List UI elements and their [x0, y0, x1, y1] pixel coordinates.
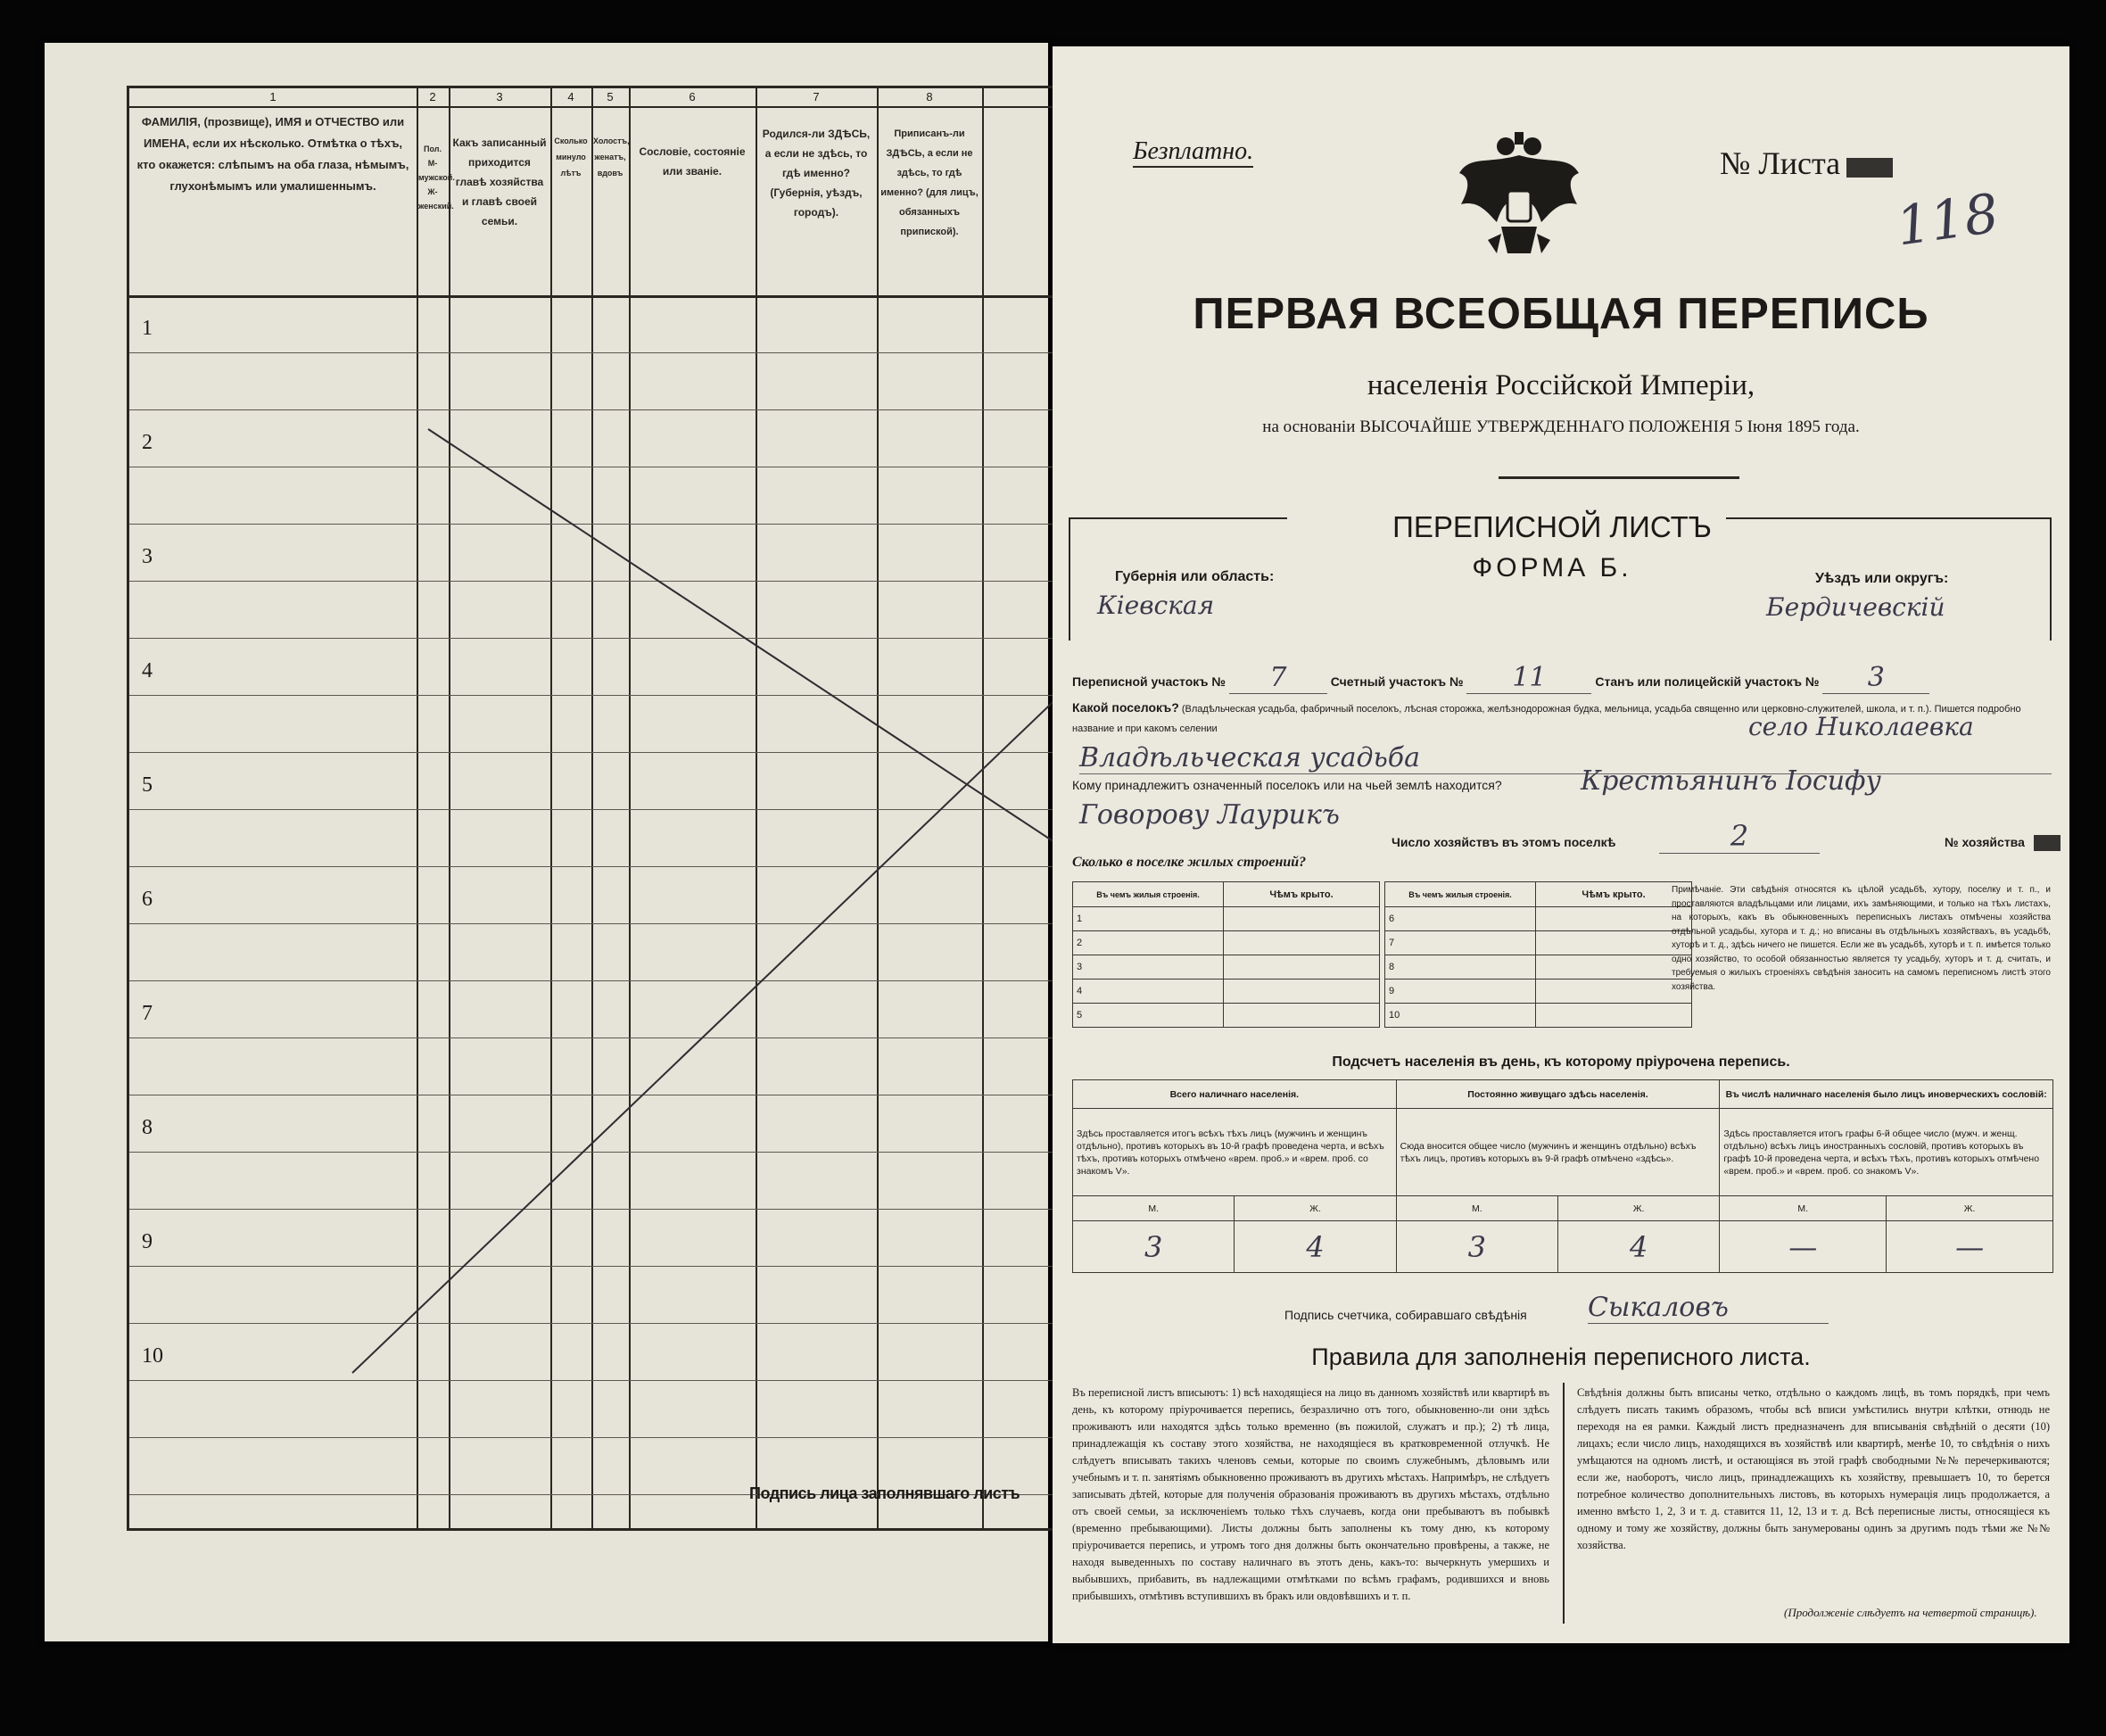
column-header-age: Сколько минуло лѣтъ [554, 136, 588, 178]
owner-value-1: Крестьянинъ Іосифу [1581, 765, 1881, 797]
buildings-table-right [1384, 881, 1692, 1028]
buildings-row: 10 [1385, 1004, 1536, 1028]
gender-female: Ж. [1887, 1196, 2053, 1221]
column-number: 7 [813, 90, 820, 103]
page-subtitle: населенія Россійской Имперіи, [1367, 369, 1755, 401]
row-number: 7 [142, 1002, 153, 1025]
count-value: 11 [1466, 662, 1591, 694]
gender-female: Ж. [1235, 1196, 1396, 1221]
buildings-row: 7 [1385, 931, 1536, 955]
rules-right-column: Свѣдѣнія должны быть вписаны четко, отдѣльно о каждомъ лицѣ, въ томъ порядкѣ, при чемъ слѣдуетъ писать такимъ образомъ, чтобы всѣ вписи умѣстились внутри клѣтки, отнюдь не переходя на ея рамки. Каждый листъ предназначенъ для вписыванія свѣдѣній о десяти (10) лицахъ; если число лицъ, находящихся въ хозяйствѣ или квартирѣ, менѣе 10, то свѣдѣнія о нихъ умѣщаются на одномъ листѣ, и остающіяся въ этой графѣ свободными №№ перечеркиваются; если же, наоборотъ, число лицъ, принадлежащихъ къ хозяйству, превышаетъ 10, то берется потребное количество дополнительныхъ листовъ, въ которыхъ нумерація лицъ продолжается, а именно вмѣсто 1, 2, 3 и т. д. ставится 11, 12, 13 и т. д. Всѣ переписные листы, относящіеся къ одному и тому же хозяйству, должны быть занумерованы одинъ за другимъ подъ тѣми же №№ хозяйства. [1577, 1386, 2050, 1551]
settlement-label: Какой поселокъ? [1072, 700, 1179, 715]
column-header-name: ФАМИЛІЯ, (прозвище), ИМЯ и ОТЧЕСТВО или ИМЕНА, если их нѣсколько. Отмѣтка о тѣхъ, кто окажется: слѣпымъ на оба глаза, нѣмымъ, глухонѣмымъ или умалишеннымъ. [136, 115, 409, 193]
settlement-value-2: Владѣльческая усадьба [1079, 742, 2052, 774]
buildings-row: 6 [1385, 907, 1536, 931]
column-number: 4 [567, 90, 574, 103]
column-header-sex: Пол. М-мужской. Ж-женский. [418, 145, 455, 211]
buildings-row: 1 [1073, 907, 1224, 931]
column-header-estate: Сословіе, состояніе или званіе. [639, 145, 746, 178]
form-title: ПЕРЕПИСНОЙ ЛИСТЪ [1392, 510, 1712, 543]
buildings-col-roof: Чѣмъ крыто. [1536, 882, 1692, 907]
buildings-row: 3 [1073, 955, 1224, 980]
district-line [1072, 662, 2053, 694]
summary-value: 4 [1557, 1221, 1719, 1273]
household-number-stamp [2034, 835, 2061, 851]
summary-col-foreign: Въ числѣ наличнаго населенія было лицъ иноверческихъ сословій: [1720, 1080, 2053, 1109]
continued-note: (Продолженіе слѣдуетъ на четвертой страницѣ). [1784, 1606, 2037, 1619]
buildings-row: 8 [1385, 955, 1536, 980]
left-page [45, 43, 1048, 1641]
summary-value: 3 [1073, 1221, 1235, 1273]
gubernia-label: Губернія или область: [1115, 569, 1275, 584]
gubernia-value: Кіевская [1097, 591, 1215, 620]
enumerator-signature: Сыкаловъ [1588, 1292, 1829, 1324]
stan-value: 3 [1822, 662, 1929, 694]
households-label: Число хозяйствъ въ этомъ поселкѣ [1392, 835, 1616, 849]
rules-left-column: Въ переписной листъ вписыютъ: 1) всѣ находящіеся на лицо въ данномъ хозяйствѣ или квартирѣ въ день, къ которому пріурочивается перепись, безразлично отъ того, обыкновенно-ли они здѣсь проживаютъ или находятся здѣсь только временно (въ пожилой, служатъ и пр.); 2) тѣ лица, принадлежащія къ составу этого хозяйства, не находящіеся въ кратковременной отлучкѣ. Не слѣдуетъ вписывать такихъ членовъ семьи, которые по своимъ служебнымъ, дѣловымъ или учебнымъ и т. п. занятіямъ обыкновенно проживаютъ въ другихъ мѣстахъ. Напримѣръ, не слѣдуетъ записывать дѣтей, которые для полученія образованія проживаютъ въ другихъ мѣстахъ, отдѣльно отъ своей семьи, за исключеніемъ только тѣхъ случаевъ, когда они пребываютъ въ побывкѣ (временно пребывающими). Листы должны быть заполнены къ тому дню, къ которому пріурочивается перепись, и утромъ того дня должны быть окончательно провѣрены, а также, не находя выведенныхъ по составу наличнаго въ этотъ день, какъ-то: вычеркнуть умершихъ и выбывшихъ, прибавить, въ надлежащими отмѣтками по всѣмъ графамъ, родившихся и вновь прибывшихъ, отмѣтивъ вступившихъ въ бракъ или овдовѣвшихъ и т. п. [1072, 1386, 1549, 1602]
district-label: Переписной участокъ № [1072, 674, 1226, 689]
summary-value: — [1720, 1221, 1887, 1273]
enumerator-label: Подпись счетчика, собиравшаго свѣдѣнія [1284, 1308, 1527, 1322]
row-number: 10 [142, 1344, 163, 1368]
cross-out-lines [129, 88, 1088, 1533]
sheet-number-handwritten: 118 [1892, 182, 2003, 259]
owner-label: Кому принадлежитъ означенный поселокъ или на чьей землѣ находится? [1072, 778, 1502, 792]
column-header-relation: Какъ записанный приходится главѣ хозяйства и главѣ своей семьи. [452, 136, 547, 227]
district-value: 7 [1229, 662, 1327, 694]
households-value: 2 [1659, 819, 1820, 854]
uezd-value: Бердичевскій [1766, 592, 1945, 622]
right-page [1053, 46, 2069, 1643]
column-number: 5 [607, 90, 614, 103]
summary-title: Подсчетъ населенія въ день, къ которому пріурочена перепись. [1332, 1054, 1790, 1070]
sheet-number-label: № Листа [1720, 145, 1841, 181]
buildings-label: Сколько в поселке жилых строений? [1072, 855, 1307, 870]
census-table [127, 86, 1086, 1531]
rules-divider [1563, 1383, 1565, 1624]
title-rule [1499, 476, 1739, 479]
buildings-col-material: Въ чемъ жилыя строенія. [1073, 882, 1224, 907]
gubernia-box [1069, 517, 1287, 641]
settlement-hint: (Владѣльческая усадьба, фабричный поселокъ, лѣсная сторожка, желѣзнодорожная будка, мельница, усадьба священно или церковно-служителей, школа, и т. п.). Пишется подробно название и при какомъ селении [1072, 704, 2021, 734]
buildings-note: Примѣчаніе. Эти свѣдѣнія относятся къ цѣлой усадьбѣ, хутору, поселку и т. п., и проставляются владѣльцами или лицами, ихъ замѣняющими, и только на тѣхъ листахъ, на которыхъ, какъ въ обыкновенныхъ переписныхъ листахъ отмѣчены хозяйства отдѣльной усадьбы, хутора и т. д.; но вписаны въ отдѣльныхъ хозяйствахъ, въ усадьбѣ, хуторѣ и т. д., здѣсь ничего не пишется. Если же въ усадьбѣ, хуторѣ и т. п. имѣется только одно хозяйство, то особой обязанностью является ту усадьбу, хуторъ и т. д. считать, и требуемыя о жилыхъ строеніяхъ свѣдѣнія заносить на самомъ переписномъ листѣ этого хозяйства. [1672, 885, 2051, 992]
summary-desc-foreign: Здѣсь проставляется итогъ графы 6-й общее число (мужч. и женщ. отдѣльно) всѣхъ лицъ иностранныхъ сословій, противъ которыхъ въ графѣ 10-й проведена черта, и всѣхъ тѣхъ, противъ которыхъ отмѣчено «врем. проб.» и «врем. проб. со знакомъ V». [1720, 1109, 2053, 1196]
summary-value: 4 [1235, 1221, 1396, 1273]
form-name: ФОРМА Б. [1472, 553, 1632, 583]
stan-label: Станъ или полицейскій участокъ № [1595, 674, 1820, 689]
buildings-row: 2 [1073, 931, 1224, 955]
imperial-eagle-icon [1452, 128, 1586, 262]
row-number: 1 [142, 317, 153, 340]
buildings-row: 4 [1073, 980, 1224, 1004]
column-number: 8 [926, 90, 933, 103]
uezd-label: Уѣздъ или округъ: [1815, 571, 1949, 586]
column-header-registration: Приписанъ-ли ЗДѢСЬ, а если не здѣсь, то гдѣ именно? (для лицъ, обязанныхъ припиской). [880, 128, 979, 237]
gender-male: М. [1073, 1196, 1235, 1221]
summary-col-resident: Постоянно живущаго здѣсь населенія. [1396, 1080, 1720, 1109]
buildings-row: 5 [1073, 1004, 1224, 1028]
row-number: 9 [142, 1230, 153, 1253]
column-number: 2 [429, 90, 436, 103]
rules-title: Правила для заполненія переписного листа. [1311, 1343, 1811, 1370]
gender-male: М. [1396, 1196, 1557, 1221]
signature-label: Подпись лица заполнявшаго листъ [749, 1484, 1020, 1502]
owner-value-2: Говорову Лаурикъ [1079, 799, 1340, 831]
row-number: 3 [142, 545, 153, 568]
row-number: 4 [142, 659, 153, 682]
summary-value: — [1887, 1221, 2053, 1273]
gender-female: Ж. [1557, 1196, 1719, 1221]
summary-col-present: Всего наличнаго населенія. [1073, 1080, 1397, 1109]
buildings-col-material: Въ чемъ жилыя строенія. [1385, 882, 1536, 907]
buildings-col-roof: Чѣмъ крыто. [1224, 882, 1380, 907]
column-number: 3 [496, 90, 503, 103]
summary-value: 3 [1396, 1221, 1557, 1273]
column-number: 6 [689, 90, 696, 103]
count-label: Счетный участокъ № [1330, 674, 1464, 689]
gender-male: М. [1720, 1196, 1887, 1221]
buildings-table-left [1072, 881, 1380, 1028]
summary-desc-resident: Сюда вносится общее число (мужчинъ и женщинъ отдѣльно) всѣхъ тѣхъ лицъ, противъ которыхъ въ 9-й графѣ отмѣчено «здѣсь». [1396, 1109, 1720, 1196]
column-number: 1 [269, 90, 277, 103]
sheet-number-stamp [1846, 158, 1893, 178]
row-number: 6 [142, 888, 153, 911]
household-number-label: № хозяйства [1945, 835, 2025, 849]
summary-table [1072, 1079, 2053, 1273]
page-title: ПЕРВАЯ ВСЕОБЩАЯ ПЕРЕПИСЬ [1193, 290, 1929, 338]
row-number: 2 [142, 431, 153, 454]
buildings-row: 9 [1385, 980, 1536, 1004]
uezd-box [1726, 517, 2052, 641]
column-header-birthplace: Родился-ли ЗДѢСЬ, а если не здѣсь, то гдѣ именно? (Губернія, уѣздъ, городъ). [762, 128, 871, 219]
free-label: Безплатно. [1133, 137, 1253, 168]
legal-basis: на основаніи ВЫСОЧАЙШЕ УТВЕРЖДЕННАГО ПОЛОЖЕНІЯ 5 Іюня 1895 года. [1262, 417, 1860, 436]
column-header-marital: Холостъ, женатъ, вдовъ [593, 136, 630, 178]
settlement-value-1: село Николаевка [1748, 712, 1974, 741]
row-number: 8 [142, 1116, 153, 1139]
summary-desc-present: Здѣсь проставляется итогъ всѣхъ тѣхъ лицъ (мужчинъ и женщинъ отдѣльно), противъ которыхъ въ 10-й графѣ проведена черта, и всѣхъ тѣхъ, противъ которыхъ отмѣчено «врем. проб.» и «врем. проб. со знакомъ V». [1073, 1109, 1397, 1196]
row-number: 5 [142, 773, 153, 797]
